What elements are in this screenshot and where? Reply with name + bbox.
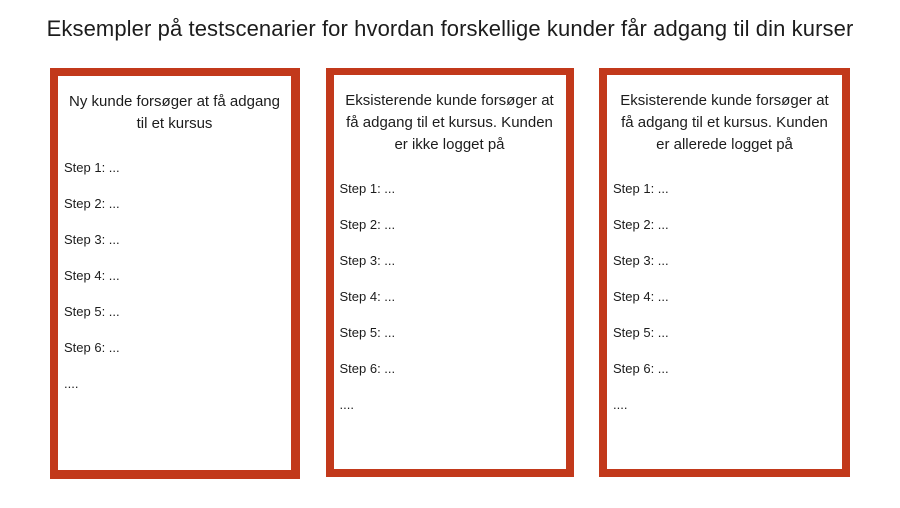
list-item: Step 6: ...	[339, 361, 396, 376]
scenario-card-group	[50, 68, 850, 480]
scenario-card-existing-not-logged-in	[326, 68, 574, 477]
list-item: Step 3: ...	[64, 232, 120, 247]
list-item: Step 6: ...	[613, 361, 669, 376]
step-list	[58, 135, 291, 392]
list-item: Step 1: ...	[339, 181, 396, 196]
list-item: Step 2: ...	[339, 217, 396, 232]
list-item: Step 6: ...	[64, 340, 120, 355]
list-item: Step 1: ...	[613, 181, 669, 196]
card-body	[334, 75, 566, 469]
list-item: Step 5: ...	[339, 325, 396, 340]
list-item: Step 4: ...	[339, 289, 396, 304]
scenario-card-existing-logged-in	[599, 68, 850, 477]
step-list	[334, 156, 566, 413]
list-item: Step 3: ...	[339, 253, 396, 268]
list-item: Step 1: ...	[64, 160, 120, 175]
list-item: Step 4: ...	[613, 289, 669, 304]
list-item-ellipsis: ....	[613, 397, 628, 412]
list-item-ellipsis: ....	[339, 397, 354, 412]
page-title: Eksempler på testscenarier for hvordan forskellige kunder får adgang til din kurser	[46, 16, 854, 41]
list-item: Step 5: ...	[613, 325, 669, 340]
card-heading: Eksisterende kunde forsøger at få adgang til et kursus. Kunden er allerede logget på	[620, 92, 829, 153]
card-heading: Eksisterende kunde forsøger at få adgang til et kursus. Kunden er ikke logget på	[345, 92, 554, 153]
list-item: Step 3: ...	[613, 253, 669, 268]
card-body	[607, 75, 842, 469]
list-item: Step 2: ...	[613, 217, 669, 232]
card-heading: Ny kunde forsøger at få adgang til et kursus	[69, 93, 280, 132]
list-item: Step 4: ...	[64, 268, 120, 283]
list-item: Step 2: ...	[64, 196, 120, 211]
list-item: Step 5: ...	[64, 304, 120, 319]
scenario-card-new-customer	[50, 68, 300, 479]
list-item-ellipsis: ....	[64, 376, 79, 391]
card-body	[58, 76, 291, 470]
step-list	[607, 156, 842, 413]
